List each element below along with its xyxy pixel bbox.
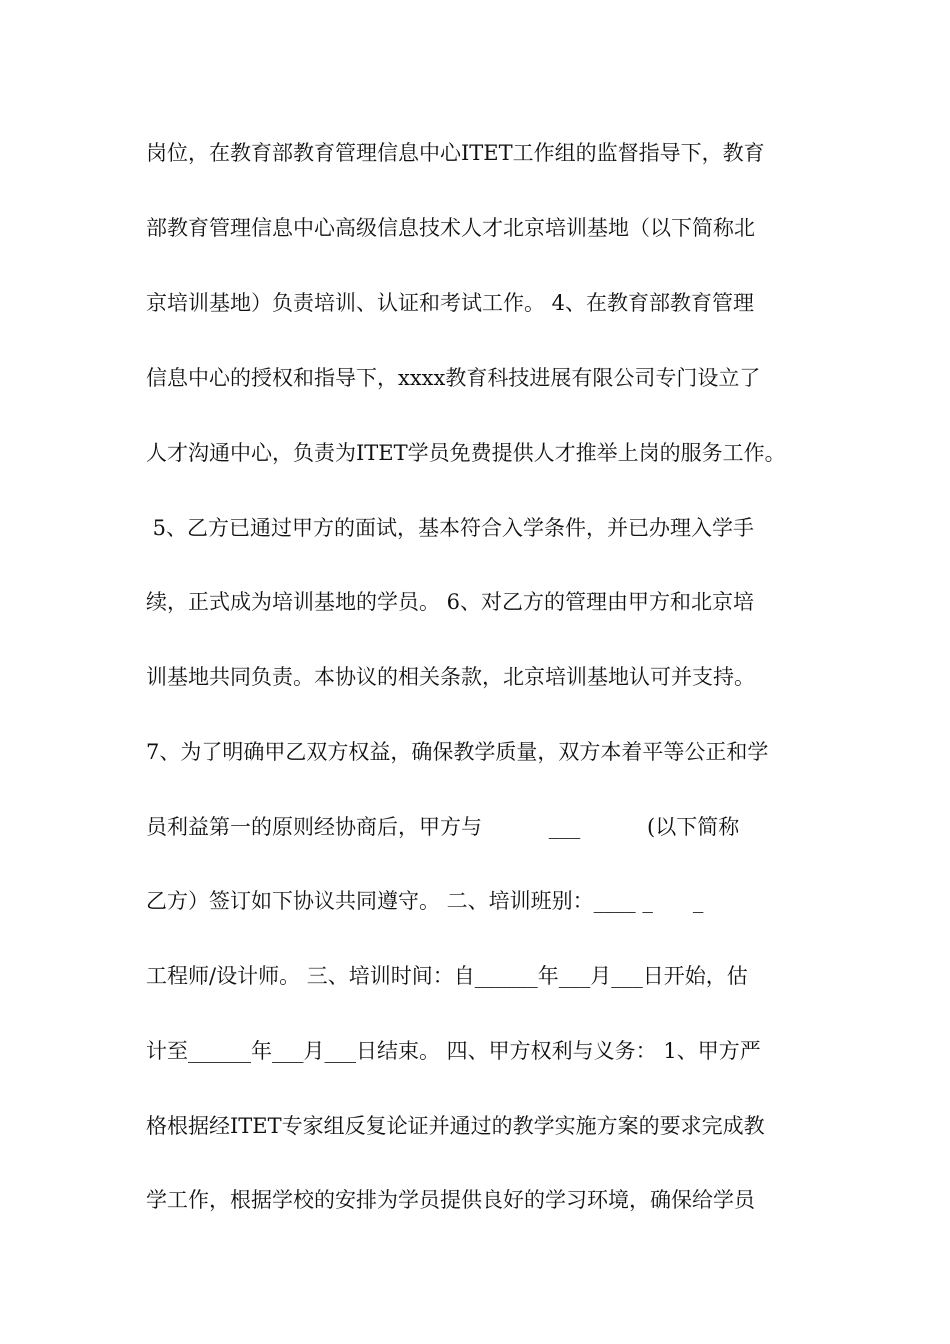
text-line-1: 岗位，在教育部教育管理信息中心ITET工作组的监督指导下，教育	[146, 141, 765, 165]
text-line-8: 训基地共同负责。本协议的相关条款，北京培训基地认可并支持。	[146, 665, 755, 689]
text-line-7: 续，正式成为培训基地的学员。 6、对乙方的管理由甲方和北京培	[146, 590, 755, 614]
text-line-11: 乙方）签订如下协议共同遵守。 二、培训班别：____ _ _	[146, 889, 704, 913]
text-line-14: 格根据经ITET专家组反复论证并通过的教学实施方案的要求完成教	[146, 1114, 765, 1138]
text-line-10: 员利益第一的原则经协商后，甲方与 ___ (以下简称	[146, 815, 740, 839]
text-line-9: 7、为了明确甲乙双方权益，确保教学质量，双方本着平等公正和学	[146, 740, 769, 764]
text-line-3: 京培训基地）负责培训、认证和考试工作。 4、在教育部教育管理	[146, 291, 755, 315]
text-line-5: 人才沟通中心，负责为ITET学员免费提供人才推举上岗的服务工作。	[146, 441, 786, 465]
text-line-6: 5、乙方已通过甲方的面试，基本符合入学条件，并已办理入学手	[146, 516, 755, 540]
text-line-2: 部教育管理信息中心高级信息技术人才北京培训基地（以下简称北	[146, 216, 755, 240]
text-line-13: 计至______年___月___日结束。 四、甲方权利与义务： 1、甲方严	[146, 1039, 761, 1063]
text-line-15: 学工作，根据学校的安排为学员提供良好的学习环境，确保给学员	[146, 1188, 755, 1212]
text-line-4: 信息中心的授权和指导下，xxxx教育科技进展有限公司专门设立了	[146, 366, 761, 390]
text-line-12: 工程师/设计师。 三、培训时间：自______年___月___日开始，估	[146, 964, 748, 988]
